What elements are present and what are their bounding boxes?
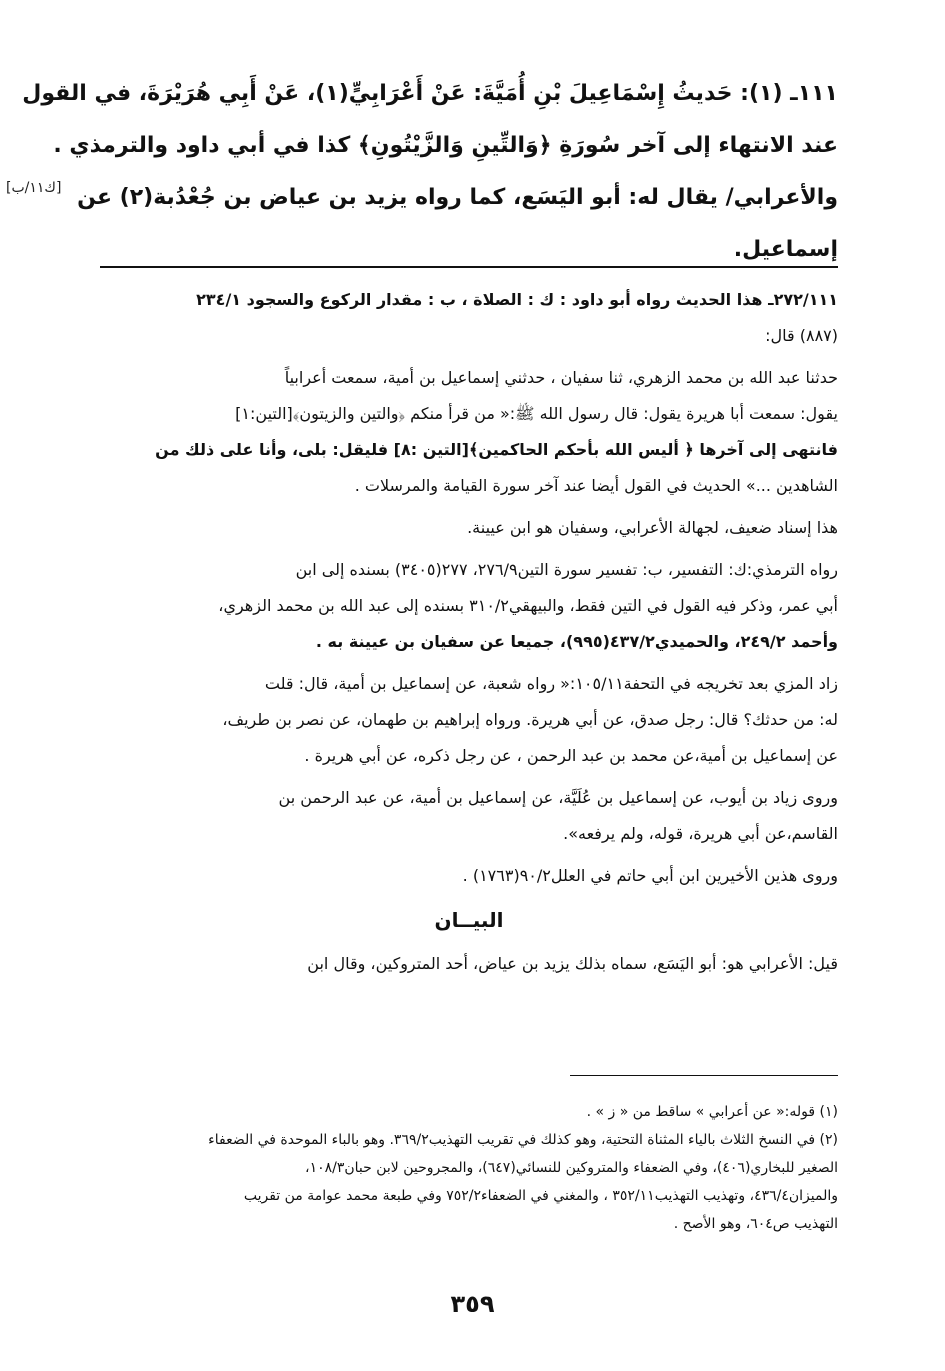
commentary-line: يقول: سمعت أبا هريرة يقول: قال رسول الله ﷺ:« من قرأ منكم ﴿والتين والزيتون﴾[التين:١] (235, 404, 838, 423)
footnote-divider (570, 1075, 838, 1076)
commentary-line: رواه الترمذي:ك: التفسير، ب: تفسير سورة التين٢٧٦/٩، ٢٧٧(٣٤٠٥) بسنده إلى ابن (295, 560, 838, 579)
section-divider (100, 266, 838, 268)
footnote-line: الصغير للبخاري(٤٠٦)، وفي الضعفاء والمتروكين للنسائي(٦٤٧)، والمجروحين لابن حبان١٠٨/٣، (305, 1160, 838, 1176)
commentary-line: قيل: الأعرابي هو: أبو اليَسَع، سماه بذلك يزيد بن عياض، أحد المتروكين، وقال ابن (307, 954, 838, 973)
commentary-paragraph (100, 510, 838, 546)
commentary-paragraph (100, 946, 838, 982)
commentary-line: زاد المزي بعد تخريجه في التحفة١٠٥/١١:« رواه شعبة، عن إسماعيل بن أمية، قال: قلت (264, 674, 838, 693)
footnote-line: التهذيب ص٦٠٤، وهو الأصح . (673, 1216, 838, 1232)
page-number: ٣٥٩ (450, 1290, 495, 1318)
commentary-line: (٨٨٧) قال: (765, 326, 838, 345)
commentary-section (100, 282, 838, 988)
section-heading: البيــان (434, 908, 504, 932)
commentary-line: وروى زياد بن أيوب، عن إسماعيل بن عُلَيَّة، عن إسماعيل بن أمية، عن عبد الرحمن بن (278, 788, 838, 807)
footnote-line: (٢) في النسخ الثلاث بالياء المثناة التحتية، وهو كذلك في تقريب التهذيب٣٦٩/٢. وهو بالباء الموحدة في الضعفاء (208, 1132, 838, 1148)
commentary-line: ٢٧٢/١١١ـ هذا الحديث رواه أبو داود : ك : الصلاة ، ب : مقدار الركوع والسجود ٢٣٤/١ (196, 290, 838, 309)
footnotes (100, 1098, 838, 1238)
commentary-paragraph (100, 858, 838, 894)
hadith-line: عند الانتهاء إلى آخر سُورَةِ ﴿وَالتِّينِ وَالزَّيْتُونِ﴾ كذا في أبي داود والترمذي . (53, 133, 838, 158)
commentary-paragraph (100, 780, 838, 852)
manuscript-folio-marker: [ك١١/ب] (6, 180, 62, 196)
commentary-line: وروى هذين الأخيرين ابن أبي حاتم في العلل٩٠/٢(١٧٦٣) . (462, 866, 838, 885)
commentary-line: الشاهدين ...» الحديث في القول أيضا عند آخر سورة القيامة والمرسلات . (354, 476, 838, 495)
commentary-paragraph (100, 360, 838, 504)
commentary-line: فانتهى إلى آخرها ﴿ أليس الله بأحكم الحاكمين﴾[التين :٨] فليقل: بلى، وأنا على ذلك من (155, 440, 838, 459)
commentary-paragraph (100, 666, 838, 774)
commentary-line: عن إسماعيل بن أمية،عن محمد بن عبد الرحمن ، عن رجل ذكره، عن أبي هريرة . (304, 746, 838, 765)
commentary-line: أبي عمر، وذكر فيه القول في التين فقط، والبيهقي٣١٠/٢ بسنده إلى عبد الله بن محمد الزهري، (218, 596, 838, 615)
commentary-paragraph (100, 552, 838, 660)
commentary-line: حدثنا عبد الله بن محمد الزهري، ثنا سفيان ، حدثني إسماعيل بن أمية، سمعت أعرابياً (284, 368, 838, 387)
footnote-line: (١) قوله:« عن أعرابي » ساقط من « ز » . (586, 1104, 838, 1120)
hadith-line: ١١١ـ (١): حَديثُ إِسْمَاعِيلَ بْنِ أُمَيَّةَ: عَنْ أَعْرَابِيٍّ(١)، عَنْ أَبِي هُرَيْرَةَ، في القول (22, 81, 838, 106)
commentary-line: القاسم،عن أبي هريرة، قوله، ولم يرفعه». (563, 824, 838, 843)
commentary-line: وأحمد ٢٤٩/٢، والحميدي٤٣٧/٢(٩٩٥)، جميعا عن سفيان بن عيينة به . (315, 632, 838, 651)
commentary-line: هذا إسناد ضعيف، لجهالة الأعرابي، وسفيان هو ابن عيينة. (467, 518, 838, 537)
hadith-line: إسماعيل. (733, 237, 838, 262)
commentary-paragraph (100, 282, 838, 354)
commentary-line: له: من حدثك؟ قال: رجل صدق، عن أبي هريرة. ورواه إبراهيم بن طهمان، عن نصر بن طريف، (222, 710, 838, 729)
hadith-line: والأعرابي/ يقال له: أبو اليَسَع، كما رواه يزيد بن عياض بن جُعْدُبة(٢) عن (77, 185, 838, 210)
footnote-line: والميزان٤٣٦/٤، وتهذيب التهذيب٣٥٢/١١ ، والمغني في الضعفاء٧٥٢/٢ وفي طبعة محمد عوامة من تقريب (243, 1188, 838, 1204)
